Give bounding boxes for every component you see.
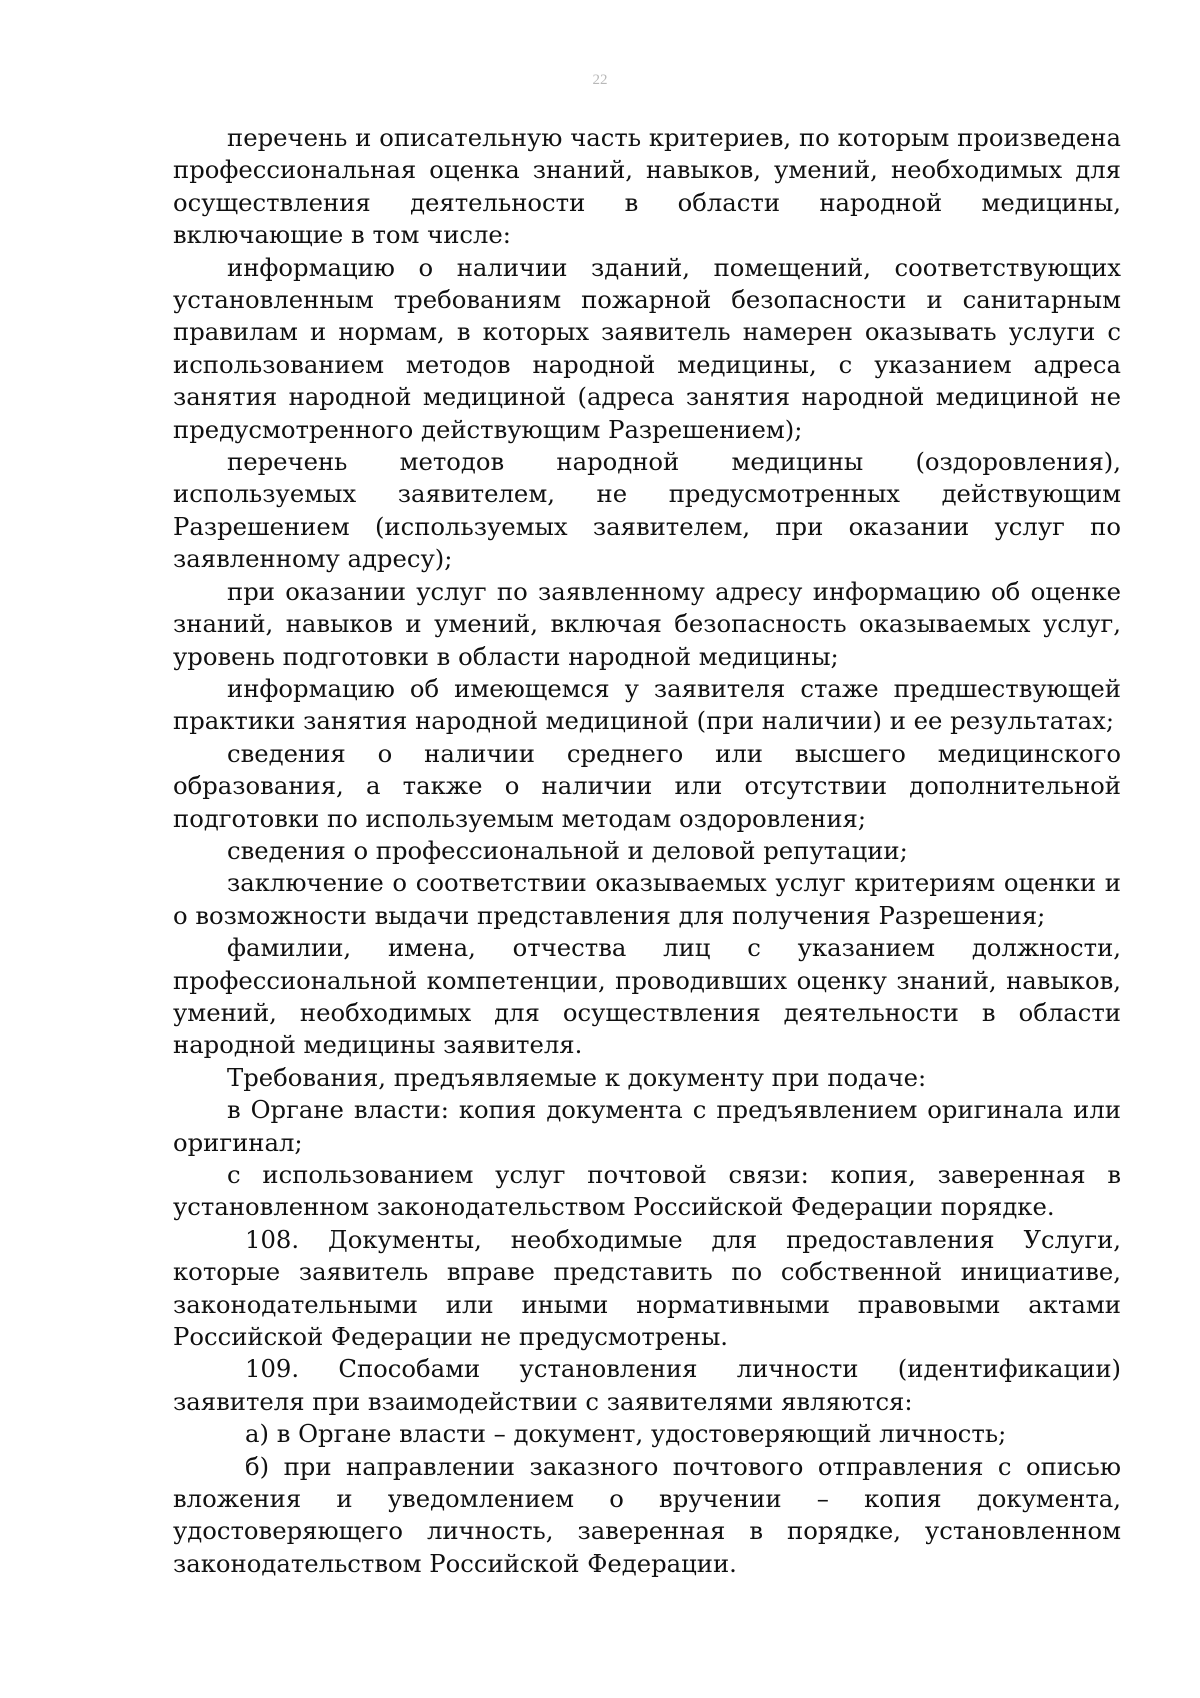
paragraph-by-post: с использованием услуг почтовой связи: копия, заверенная в установленном законодательством Российской Федерации порядке. [173,1160,1121,1222]
paragraph-assessors: фамилии, имена, отчества лиц с указанием должности, профессиональной компетенции, проводивших оценку знаний, навыков, умений, необходимых для осуществления деятельности в области народной медицины заявителя. [173,933,1121,1060]
paragraph-reputation-info: сведения о профессиональной и деловой репутации; [227,835,908,865]
paragraph-premises-info: информацию о наличии зданий, помещений, соответствующих установленным требованиям пожарной безопасности и санитарным правилам и нормам, в которых заявитель намерен оказывать услуги с использованием методов народной медицины, с указанием адреса занятия народной медициной (адреса занятия народной медициной не предусмотренного действующим Разрешением); [173,252,1121,444]
paragraph-skills-assessment: при оказании услуг по заявленному адресу информацию об оценке знаний, навыков и умений, включая безопасность оказываемых услуг, уровень подготовки в области народной медицины; [173,576,1121,671]
paragraph-criteria-list: перечень и описательную часть критериев, по которым произведена профессиональная оценка знаний, навыков, умений, необходимых для осуществления деятельности в области народной медицины, включающие в том числе: [173,123,1121,250]
paragraph-item-109-b: б) при направлении заказного почтового отправления с описью вложения и уведомлением о вручении – копия документа, удостоверяющего личность, заверенная в порядке, установленном законодательством Российской Федерации. [173,1451,1121,1578]
paragraph-experience-info: информацию об имеющемся у заявителя стаже предшествующей практики занятия народной медициной (при наличии) и ее результатах; [173,673,1121,736]
paragraph-education-info: сведения о наличии среднего или высшего медицинского образования, а также о наличии или отсутствии дополнительной подготовки по используемым методам оздоровления; [173,738,1121,833]
paragraph-item-109-a: а) в Органе власти – документ, удостоверяющий личность; [245,1419,1007,1449]
paragraph-in-authority: в Органе власти: копия документа с предъявлением оригинала или оригинал; [173,1095,1121,1157]
paragraph-conclusion: заключение о соответствии оказываемых услуг критериям оценки и о возможности выдачи представления для получения Разрешения; [173,868,1121,930]
document-body [173,122,1121,1580]
paragraph-methods-list: перечень методов народной медицины (оздоровления), используемых заявителем, не предусмотренных действующим Разрешением (используемых заявителем, при оказании услуг по заявленному адресу); [173,447,1121,574]
paragraph-item-109: 109. Способами установления личности (идентификации) заявителя при взаимодействии с заявителями являются: [173,1354,1121,1416]
paragraph-requirements-heading: Требования, предъявляемые к документу при подаче: [227,1062,927,1092]
page-number: 22 [592,72,608,88]
paragraph-item-108: 108. Документы, необходимые для предоставления Услуги, которые заявитель вправе представить по собственной инициативе, законодательными или иными нормативными правовыми актами Российской Федерации не предусмотрены. [173,1224,1121,1352]
